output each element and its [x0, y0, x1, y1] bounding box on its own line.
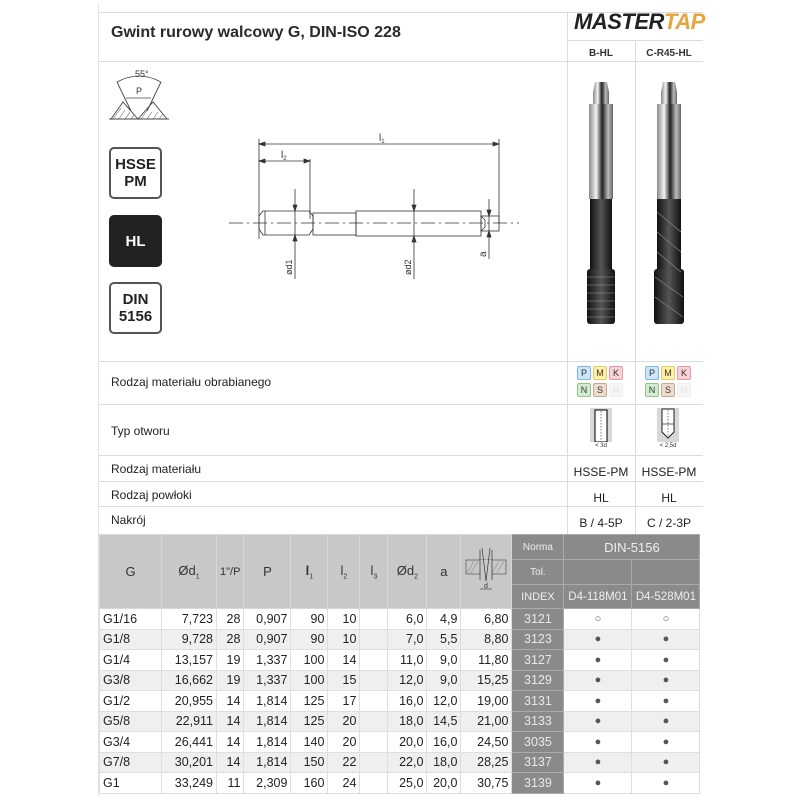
cell-p: 1,814 [244, 752, 291, 773]
coating-c-r45-hl: HL [661, 491, 677, 505]
property-label-workpiece-material: Rodzaj materiału obrabianego [111, 375, 272, 389]
availability-c-r45-hl: ● [632, 752, 700, 773]
cell-tpi: 14 [217, 691, 244, 712]
property-label-tool-material: Rodzaj materiału [111, 462, 202, 476]
column-header-b-hl: B-HL [589, 48, 613, 59]
cell-index: 3137 [512, 752, 564, 773]
availability-c-r45-hl: ● [632, 691, 700, 712]
cell-p: 1,337 [244, 650, 291, 671]
cell-index: 3131 [512, 691, 564, 712]
standard-badge [109, 282, 162, 334]
cell-l1: 150 [291, 752, 328, 773]
blind-hole-icon [657, 408, 679, 442]
cell-p: 1,814 [244, 711, 291, 732]
cell-d2: 22,0 [388, 752, 427, 773]
cell-g: G5/8 [100, 711, 162, 732]
material-badge-line2: PM [124, 173, 147, 190]
cell-drill: 24,50 [461, 732, 512, 753]
tol-value-b-hl [564, 560, 632, 585]
availability-c-r45-hl: ○ [632, 609, 700, 630]
col-d2-label: Ød [396, 562, 415, 578]
cell-l3 [360, 773, 388, 794]
cell-a: 9,0 [427, 670, 461, 691]
cell-d1: 16,662 [162, 670, 217, 691]
availability-c-r45-hl: ● [632, 732, 700, 753]
material-chip-p: P [645, 366, 659, 380]
availability-b-hl: ● [564, 670, 632, 691]
cell-p: 0,907 [244, 629, 291, 650]
cell-l2: 17 [328, 691, 360, 712]
cell-drill: 19,00 [461, 691, 512, 712]
divider [99, 506, 703, 507]
cell-l3 [360, 752, 388, 773]
cell-l1: 140 [291, 732, 328, 753]
cell-drill: 15,25 [461, 670, 512, 691]
cell-a: 18,0 [427, 752, 461, 773]
dim-a: a [478, 251, 489, 257]
col-pitch: P [244, 535, 291, 609]
col-d1: $Ød_1$ [162, 535, 217, 609]
availability-b-hl: ● [564, 711, 632, 732]
material-chip-n: N [577, 383, 591, 397]
cell-tpi: 19 [217, 650, 244, 671]
material-chip-n: N [645, 383, 659, 397]
dim-l2: $l_2$ [281, 150, 287, 162]
material-chip-k: K [609, 366, 623, 380]
chamfer-b-hl: B / 4-5P [579, 516, 623, 530]
material-chip-h: H [609, 383, 623, 397]
cell-p: 2,309 [244, 773, 291, 794]
cell-l2: 20 [328, 711, 360, 732]
table-row [100, 773, 700, 794]
tool-material-b-hl: HSSE-PM [573, 465, 629, 479]
thread-pitch-label: P [136, 86, 143, 96]
cell-d1: 33,249 [162, 773, 217, 794]
material-chip-p: P [577, 366, 591, 380]
cell-l3 [360, 691, 388, 712]
cell-p: 1,814 [244, 732, 291, 753]
cell-index: 3133 [512, 711, 564, 732]
spec-table [99, 534, 700, 794]
standard-badge-line1: DIN [122, 291, 149, 308]
cell-p: 1,814 [244, 691, 291, 712]
brand-part1: MASTER [574, 9, 664, 34]
cell-a: 5,5 [427, 629, 461, 650]
divider [99, 481, 703, 482]
col-d2: $Ød_2$ [388, 535, 427, 609]
cell-d2: 20,0 [388, 732, 427, 753]
divider [99, 455, 703, 456]
cell-g: G1/2 [100, 691, 162, 712]
property-label-hole-type: Typ otworu [111, 424, 170, 438]
cell-drill: 30,75 [461, 773, 512, 794]
cell-d1: 30,201 [162, 752, 217, 773]
col-l2-label: l [340, 562, 344, 578]
col-l1-label: l [305, 562, 310, 578]
cell-drill: 11,80 [461, 650, 512, 671]
table-row [100, 732, 700, 753]
cell-l1: 100 [291, 670, 328, 691]
cell-l3 [360, 732, 388, 753]
drill-diameter-label: d [484, 583, 489, 590]
tol-label: Tol. [512, 560, 564, 585]
cell-g: G1 [100, 773, 162, 794]
index-label: INDEX [512, 585, 564, 609]
col-l2: $l_2$ [328, 535, 360, 609]
col-l1: $l_1$ [291, 535, 328, 609]
tool-material-c-r45-hl: HSSE-PM [641, 465, 697, 479]
spec-table-body [100, 609, 700, 794]
tol-value-c-r45-hl [632, 560, 700, 585]
cell-l2: 22 [328, 752, 360, 773]
cell-l3 [360, 629, 388, 650]
cell-l1: 125 [291, 711, 328, 732]
tap-technical-drawing [229, 129, 519, 279]
cell-tpi: 19 [217, 670, 244, 691]
material-chip-m: M [661, 366, 675, 380]
divider [99, 61, 703, 62]
cell-drill: 28,25 [461, 752, 512, 773]
tap-image-b-hl [577, 82, 627, 332]
cell-l3 [360, 711, 388, 732]
page-title: Gwint rurowy walcowy G, DIN-ISO 228 [111, 24, 401, 41]
cell-drill: 21,00 [461, 711, 512, 732]
cell-d2: 6,0 [388, 609, 427, 630]
availability-b-hl: ● [564, 752, 632, 773]
cell-l2: 14 [328, 650, 360, 671]
cell-d1: 20,955 [162, 691, 217, 712]
table-row [100, 650, 700, 671]
availability-b-hl: ● [564, 732, 632, 753]
col-tpi: 1"/P [217, 535, 244, 609]
brand-part2: TAP [663, 9, 705, 34]
cell-d1: 22,911 [162, 711, 217, 732]
material-chip-k: K [677, 366, 691, 380]
col-d1-label: Ød [178, 562, 196, 578]
cell-d1: 9,728 [162, 629, 217, 650]
col-a: a [427, 535, 461, 609]
cell-d2: 25,0 [388, 773, 427, 794]
cell-d2: 12,0 [388, 670, 427, 691]
cell-d2: 18,0 [388, 711, 427, 732]
cell-p: 0,907 [244, 609, 291, 630]
availability-c-r45-hl: ● [632, 629, 700, 650]
divider [635, 40, 636, 534]
cell-g: G1/4 [100, 650, 162, 671]
cell-g: G7/8 [100, 752, 162, 773]
cell-l1: 160 [291, 773, 328, 794]
availability-b-hl: ● [564, 650, 632, 671]
cell-g: G1/16 [100, 609, 162, 630]
material-chip-s: S [661, 383, 675, 397]
column-header-c-r45-hl: C-R45-HL [646, 48, 692, 59]
table-row [100, 711, 700, 732]
cell-l1: 90 [291, 629, 328, 650]
table-row [100, 752, 700, 773]
tap-image-c-r45-hl [645, 82, 695, 332]
availability-b-hl: ● [564, 691, 632, 712]
cell-a: 12,0 [427, 691, 461, 712]
material-chip-h: H [677, 383, 691, 397]
table-row [100, 629, 700, 650]
availability-b-hl: ○ [564, 609, 632, 630]
material-chip-m: M [593, 366, 607, 380]
cell-d1: 26,441 [162, 732, 217, 753]
cell-l3 [360, 609, 388, 630]
property-label-coating: Rodzaj powłoki [111, 488, 192, 502]
table-row [100, 670, 700, 691]
coating-b-hl: HL [593, 491, 609, 505]
cell-tpi: 14 [217, 711, 244, 732]
norma-value: DIN-5156 [564, 535, 700, 560]
dim-d2: ød2 [403, 259, 413, 275]
cell-d1: 7,723 [162, 609, 217, 630]
availability-c-r45-hl: ● [632, 711, 700, 732]
cell-l1: 125 [291, 691, 328, 712]
material-badge-line1: HSSE [115, 156, 156, 173]
cell-g: G1/8 [100, 629, 162, 650]
cell-tpi: 11 [217, 773, 244, 794]
hole-depth-c-r45-hl: < 2,5d [659, 443, 677, 449]
cell-d1: 13,157 [162, 650, 217, 671]
cell-l1: 100 [291, 650, 328, 671]
cell-a: 20,0 [427, 773, 461, 794]
cell-l2: 15 [328, 670, 360, 691]
thread-profile-icon [109, 64, 169, 126]
cell-index: 3035 [512, 732, 564, 753]
cell-tpi: 14 [217, 732, 244, 753]
cell-a: 14,5 [427, 711, 461, 732]
cell-g: G3/8 [100, 670, 162, 691]
index-c-r45-hl: D4-528M01 [632, 585, 700, 609]
divider [99, 404, 703, 405]
cell-d2: 11,0 [388, 650, 427, 671]
col-drill [461, 535, 512, 609]
cell-drill: 8,80 [461, 629, 512, 650]
availability-b-hl: ● [564, 629, 632, 650]
cell-index: 3127 [512, 650, 564, 671]
cell-a: 9,0 [427, 650, 461, 671]
property-label-chamfer: Nakrój [111, 513, 146, 527]
table-row [100, 609, 700, 630]
cell-a: 16,0 [427, 732, 461, 753]
table-row [100, 691, 700, 712]
col-l3-label: l [370, 562, 374, 578]
dim-l1: $l_1$ [379, 133, 385, 145]
cell-index: 3129 [512, 670, 564, 691]
cell-tpi: 28 [217, 609, 244, 630]
cell-tpi: 14 [217, 752, 244, 773]
cell-index: 3123 [512, 629, 564, 650]
brand-logo [574, 9, 705, 35]
cell-d2: 7,0 [388, 629, 427, 650]
thread-angle-label: 55° [135, 69, 149, 79]
dim-d1: ød1 [284, 259, 294, 275]
material-badge [109, 147, 162, 199]
availability-c-r45-hl: ● [632, 670, 700, 691]
drill-hole-icon [464, 545, 508, 595]
cell-index: 3121 [512, 609, 564, 630]
coating-badge: HL [109, 215, 162, 267]
standard-badge-line2: 5156 [118, 308, 153, 325]
availability-b-hl: ● [564, 773, 632, 794]
col-l3: $l_3$ [360, 535, 388, 609]
cell-l2: 10 [328, 629, 360, 650]
cell-drill: 6,80 [461, 609, 512, 630]
through-hole-icon [590, 408, 612, 442]
norma-label: Norma [512, 535, 564, 560]
cell-a: 4,9 [427, 609, 461, 630]
cell-l1: 90 [291, 609, 328, 630]
hole-depth-b-hl: < 3d [595, 443, 607, 449]
availability-c-r45-hl: ● [632, 773, 700, 794]
cell-l3 [360, 650, 388, 671]
cell-l3 [360, 670, 388, 691]
cell-d2: 16,0 [388, 691, 427, 712]
cell-p: 1,337 [244, 670, 291, 691]
divider [99, 361, 703, 362]
cell-g: G3/4 [100, 732, 162, 753]
index-b-hl: D4-118M01 [564, 585, 632, 609]
cell-index: 3139 [512, 773, 564, 794]
material-chip-s: S [593, 383, 607, 397]
cell-l2: 24 [328, 773, 360, 794]
cell-l2: 10 [328, 609, 360, 630]
cell-l2: 20 [328, 732, 360, 753]
col-g: G [100, 535, 162, 609]
availability-c-r45-hl: ● [632, 650, 700, 671]
cell-tpi: 28 [217, 629, 244, 650]
chamfer-c-r45-hl: C / 2-3P [646, 516, 691, 530]
catalog-sheet [98, 4, 705, 796]
